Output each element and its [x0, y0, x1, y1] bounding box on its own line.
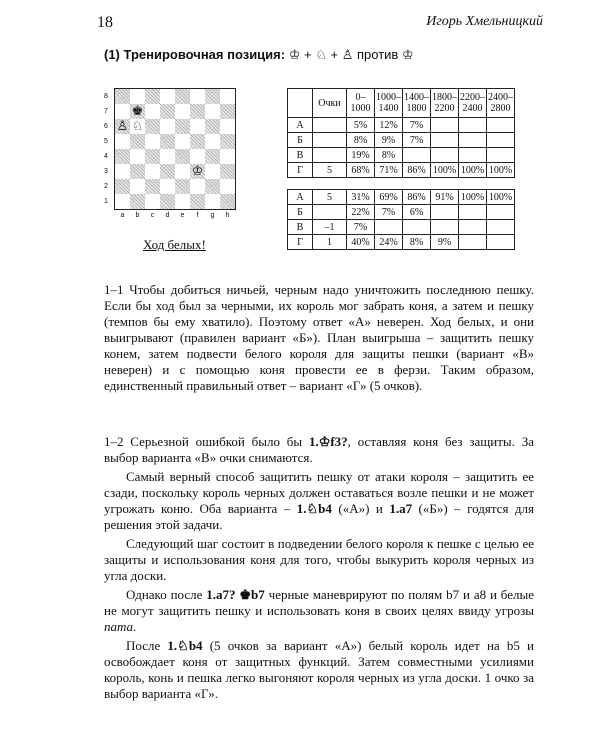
variant-label: В — [288, 148, 313, 163]
score-table-2 — [287, 189, 515, 250]
square-h2 — [220, 179, 235, 194]
table-cell: 86% — [403, 163, 431, 178]
square-c1 — [145, 194, 160, 209]
column-header: 0– 1000 — [347, 89, 375, 118]
column-header: 2400– 2800 — [487, 89, 515, 118]
table-cell: 1 — [313, 235, 347, 250]
table-cell: 100% — [487, 163, 515, 178]
square-d8 — [160, 89, 175, 104]
square-d6 — [160, 119, 175, 134]
paragraph: 1–2 Серьезной ошибкой было бы 1.♔f3?, оставляя коня без защиты. За выбор варианта «В» очки снимаются. — [104, 434, 534, 465]
file-label: a — [120, 212, 125, 219]
square-e2 — [175, 179, 190, 194]
square-a7 — [115, 104, 130, 119]
table-row — [288, 205, 515, 220]
table-cell — [313, 118, 347, 133]
column-header: Очки — [313, 89, 347, 118]
variant-label: А — [288, 118, 313, 133]
move-notation: 1.a7 — [389, 501, 413, 516]
square-h5 — [220, 134, 235, 149]
square-d3 — [160, 164, 175, 179]
square-d5 — [160, 134, 175, 149]
table-cell — [431, 205, 459, 220]
square-h4 — [220, 149, 235, 164]
table-cell: 91% — [431, 190, 459, 205]
table-cell — [487, 133, 515, 148]
file-label: c — [150, 212, 155, 219]
column-header: 1400– 1800 — [403, 89, 431, 118]
paragraph: Однако после 1.a7? ♚b7 черные маневрируют по полям b7 и a8 и белые не могут защитить пешку и использовать коня в своих целях ввиду угрозы пата. — [104, 587, 534, 634]
square-f4 — [190, 149, 205, 164]
emphasis: пата — [104, 619, 134, 634]
table-cell: 24% — [375, 235, 403, 250]
table-cell: 8% — [375, 148, 403, 163]
square-a4 — [115, 149, 130, 164]
square-d1 — [160, 194, 175, 209]
table-cell — [403, 220, 431, 235]
square-c2 — [145, 179, 160, 194]
score-table-1 — [287, 88, 515, 178]
table-cell: 68% — [347, 163, 375, 178]
square-d2 — [160, 179, 175, 194]
table-row — [288, 133, 515, 148]
file-label: h — [225, 212, 230, 219]
rank-label: 1 — [104, 198, 108, 205]
plus-sign: + — [304, 47, 312, 62]
square-b2 — [130, 179, 145, 194]
white-king-icon: ♔ — [288, 48, 301, 63]
table-cell: 9% — [431, 235, 459, 250]
file-label: f — [196, 212, 199, 219]
variant-label: А — [288, 190, 313, 205]
square-h1 — [220, 194, 235, 209]
move-notation: 1.♔f3? — [308, 434, 348, 449]
square-a1 — [115, 194, 130, 209]
table-cell: 12% — [375, 118, 403, 133]
variant-label: Г — [288, 235, 313, 250]
black-side-king-icon: ♔ — [401, 48, 414, 63]
table-cell: 9% — [375, 133, 403, 148]
file-label: e — [180, 212, 185, 219]
white-king-icon: ♔ — [191, 164, 204, 179]
square-c5 — [145, 134, 160, 149]
column-header — [288, 89, 313, 118]
move-notation: 1.♘b4 — [296, 501, 332, 516]
table-cell: 5% — [347, 118, 375, 133]
square-a3 — [115, 164, 130, 179]
square-d7 — [160, 104, 175, 119]
square-c7 — [145, 104, 160, 119]
table-cell — [487, 220, 515, 235]
heading-prefix: (1) Тренировочная позиция: — [104, 47, 286, 62]
square-b8 — [130, 89, 145, 104]
table-row — [288, 235, 515, 250]
table-cell — [313, 133, 347, 148]
square-h6 — [220, 119, 235, 134]
table-cell: 100% — [487, 190, 515, 205]
square-f6 — [190, 119, 205, 134]
table-cell: 100% — [459, 190, 487, 205]
square-c6 — [145, 119, 160, 134]
table-cell: 19% — [347, 148, 375, 163]
variant-label: Г — [288, 163, 313, 178]
table-cell — [375, 220, 403, 235]
table-cell — [459, 220, 487, 235]
square-g1 — [205, 194, 220, 209]
table-cell — [403, 148, 431, 163]
table-cell: 6% — [403, 205, 431, 220]
table-cell: 86% — [403, 190, 431, 205]
table-cell — [431, 118, 459, 133]
square-e7 — [175, 104, 190, 119]
square-b1 — [130, 194, 145, 209]
column-header: 1800– 2200 — [431, 89, 459, 118]
rank-label: 5 — [104, 138, 108, 145]
table-cell: 31% — [347, 190, 375, 205]
square-e5 — [175, 134, 190, 149]
square-b5 — [130, 134, 145, 149]
rank-label: 4 — [104, 153, 108, 160]
square-e1 — [175, 194, 190, 209]
move-notation: 1.♘b4 — [167, 638, 203, 653]
square-g6 — [205, 119, 220, 134]
file-label: g — [210, 212, 215, 219]
table-row — [288, 163, 515, 178]
square-g5 — [205, 134, 220, 149]
square-f1 — [190, 194, 205, 209]
white-pawn-icon: ♙ — [116, 119, 129, 134]
paragraph: 1–1 Чтобы добиться ничьей, черным надо уничтожить последнюю пешку. Если бы ход был за черными, их король мог забрать коня, а затем и пешку (темпов бы ему хватило). Поэтому ответ «А» неверен. Ход белых, и они выигрывают (правилен вариант «Б»). План выигрыша – защитить пешку конем, затем подвести белого короля для защиты пешки (вариант «В» неверен) и с помощью коня провести ее в ферзи. Таким образом, единственный правильный ответ – вариант «Г» (5 очков). — [104, 282, 534, 393]
rank-label: 2 — [104, 183, 108, 190]
square-a8 — [115, 89, 130, 104]
rank-label: 8 — [104, 93, 108, 100]
position-heading — [104, 47, 414, 63]
table-cell: 5 — [313, 190, 347, 205]
black-king-icon: ♚ — [131, 104, 144, 119]
paragraph: Самый верный способ защитить пешку от атаки короля – защитить ее сзади, поскольку король черных должен оставаться возле пешки и не может угрожать коню. Оба варианта – 1.♘b4 («А») и 1.a7 («Б») – годятся для решения этой задачи. — [104, 469, 534, 532]
square-e4 — [175, 149, 190, 164]
table-cell — [487, 205, 515, 220]
paragraph: После 1.♘b4 (5 очков за вариант «А») белый король идет на b5 и освобождает коня от защитных функций. Затем совместными усилиями король, конь и пешка легко выгоняют короля черных из угла доски. 1 очко за выбор варианта «Г». — [104, 638, 534, 701]
table-cell — [487, 148, 515, 163]
square-e3 — [175, 164, 190, 179]
square-b4 — [130, 149, 145, 164]
running-head: Игорь Хмельницкий — [426, 14, 543, 29]
table-cell: 8% — [347, 133, 375, 148]
chess-board — [114, 88, 236, 210]
table-cell — [313, 205, 347, 220]
square-a2 — [115, 179, 130, 194]
white-knight-icon: ♘ — [131, 119, 144, 134]
rank-label: 3 — [104, 168, 108, 175]
square-f3 — [190, 164, 205, 179]
square-g2 — [205, 179, 220, 194]
table-cell — [431, 133, 459, 148]
table-cell: 7% — [347, 220, 375, 235]
square-g3 — [205, 164, 220, 179]
square-f5 — [190, 134, 205, 149]
table-cell: 22% — [347, 205, 375, 220]
square-c4 — [145, 149, 160, 164]
table-cell — [459, 148, 487, 163]
table-cell: 5 — [313, 163, 347, 178]
plus-sign: + — [330, 47, 339, 62]
square-g7 — [205, 104, 220, 119]
square-g8 — [205, 89, 220, 104]
square-f7 — [190, 104, 205, 119]
table-cell — [487, 235, 515, 250]
table-cell — [431, 220, 459, 235]
square-e8 — [175, 89, 190, 104]
table-cell: 8% — [403, 235, 431, 250]
square-h8 — [220, 89, 235, 104]
file-label: b — [135, 212, 140, 219]
table-cell: 7% — [403, 118, 431, 133]
square-a5 — [115, 134, 130, 149]
variant-label: Б — [288, 205, 313, 220]
square-f8 — [190, 89, 205, 104]
table-cell — [487, 118, 515, 133]
explanation-1-1 — [104, 282, 534, 394]
square-b3 — [130, 164, 145, 179]
rank-label: 6 — [104, 123, 108, 130]
table-cell: –1 — [313, 220, 347, 235]
table-cell — [459, 235, 487, 250]
table-cell: 7% — [403, 133, 431, 148]
square-c8 — [145, 89, 160, 104]
square-g4 — [205, 149, 220, 164]
table-cell — [313, 148, 347, 163]
white-pawn-icon: ♙ — [341, 48, 354, 63]
variant-label: Б — [288, 133, 313, 148]
table-cell: 69% — [375, 190, 403, 205]
square-d4 — [160, 149, 175, 164]
move-notation: 1.a7? ♚b7 — [206, 587, 265, 602]
table-cell — [431, 148, 459, 163]
square-b7 — [130, 104, 145, 119]
table-row — [288, 220, 515, 235]
variant-label: В — [288, 220, 313, 235]
table-cell — [459, 118, 487, 133]
table-row — [288, 190, 515, 205]
square-h3 — [220, 164, 235, 179]
table-cell: 40% — [347, 235, 375, 250]
table-cell — [459, 133, 487, 148]
paragraph: Следующий шаг состоит в подведении белого короля к пешке с целью ее защиты и использования коня для того, чтобы выкурить короля черных из угла доски. — [104, 536, 534, 583]
square-c3 — [145, 164, 160, 179]
explanation-1-2 — [104, 434, 534, 705]
table-row — [288, 148, 515, 163]
square-f2 — [190, 179, 205, 194]
page-number: 18 — [97, 14, 113, 31]
white-knight-icon: ♘ — [315, 48, 327, 63]
table-cell: 100% — [431, 163, 459, 178]
square-e6 — [175, 119, 190, 134]
file-label: d — [165, 212, 170, 219]
table-row — [288, 118, 515, 133]
square-a6 — [115, 119, 130, 134]
table-cell: 100% — [459, 163, 487, 178]
diagram-caption: Ход белых! — [143, 237, 206, 252]
column-header: 2200– 2400 — [459, 89, 487, 118]
table-cell — [459, 205, 487, 220]
heading-suffix: против — [357, 47, 399, 62]
square-b6 — [130, 119, 145, 134]
table-cell: 7% — [375, 205, 403, 220]
table-cell: 71% — [375, 163, 403, 178]
rank-label: 7 — [104, 108, 108, 115]
square-h7 — [220, 104, 235, 119]
column-header: 1000– 1400 — [375, 89, 403, 118]
